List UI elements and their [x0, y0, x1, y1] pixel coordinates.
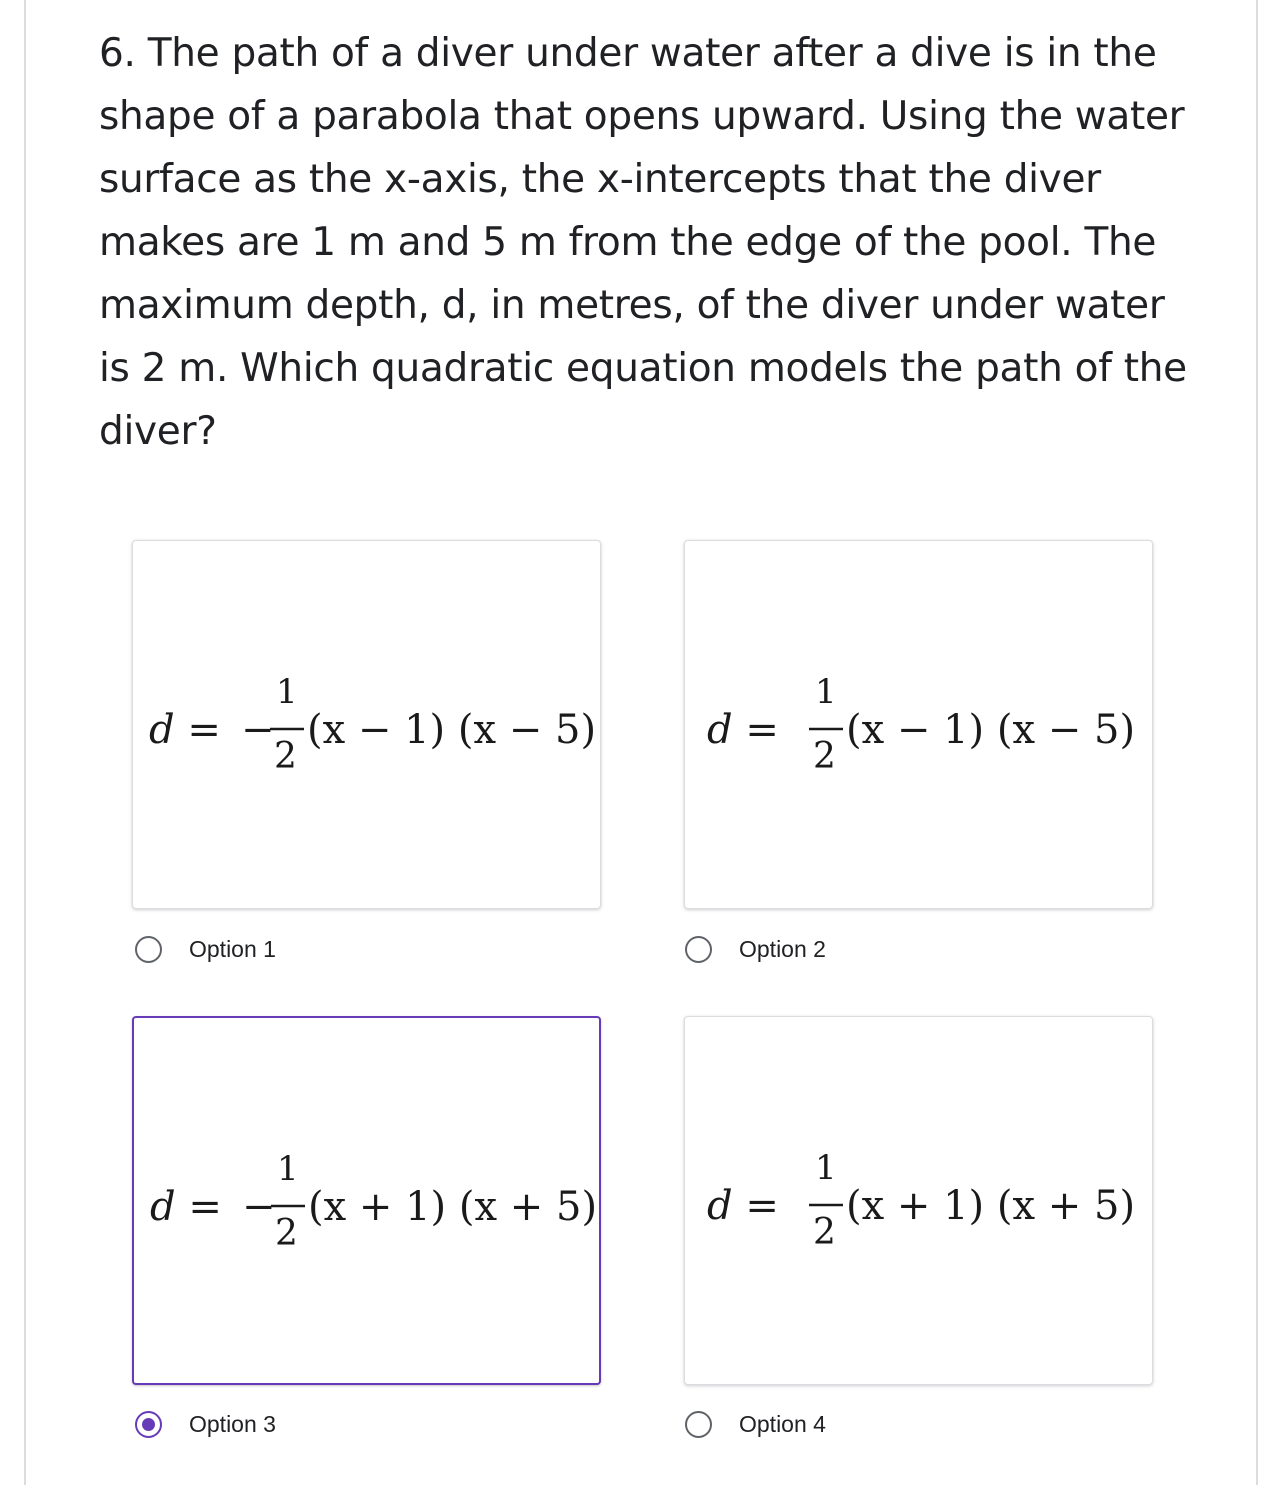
option-1-choice[interactable] [135, 929, 276, 969]
option-4-label: Option 4 [739, 1410, 826, 1437]
svg-text:−: − [242, 1184, 276, 1230]
option-3-image-card[interactable] [132, 1016, 601, 1385]
svg-text:d =: d = [707, 707, 779, 753]
svg-text:(x − 1) (x − 5): (x − 1) (x − 5) [307, 707, 597, 753]
option-2-label: Option 2 [739, 935, 826, 962]
option-1-radio[interactable] [135, 936, 162, 963]
svg-text:2: 2 [813, 736, 836, 777]
option-3-equation [134, 1018, 603, 1387]
option-2-choice[interactable] [685, 929, 826, 969]
option-2-image-card[interactable] [684, 540, 1153, 909]
option-3-choice[interactable] [135, 1404, 276, 1444]
option-3-label: Option 3 [189, 1410, 276, 1437]
svg-text:1: 1 [815, 1148, 837, 1188]
option-1-label: Option 1 [189, 935, 276, 962]
svg-text:d =: d = [149, 707, 221, 753]
svg-text:d =: d = [707, 1183, 779, 1229]
option-4-choice[interactable] [685, 1404, 826, 1444]
svg-text:d =: d = [150, 1184, 222, 1230]
option-3-radio[interactable] [135, 1411, 162, 1438]
svg-text:(x − 1) (x − 5): (x − 1) (x − 5) [846, 707, 1136, 753]
svg-text:(x + 1) (x + 5): (x + 1) (x + 5) [846, 1183, 1136, 1229]
option-4-equation [685, 1017, 1154, 1386]
svg-text:1: 1 [815, 672, 837, 712]
svg-text:2: 2 [275, 1213, 298, 1254]
option-1-equation [133, 541, 602, 910]
option-4-radio[interactable] [685, 1411, 712, 1438]
option-4-image-card[interactable] [684, 1016, 1153, 1385]
question-text: 6. The path of a diver under water after a dive is in the shape of a parabola that opens upward. Using the water surface as the x-axis, the x-intercepts that the diver makes are 1 m and 5 m from the edge of the pool. The maximum depth, d, in metres, of the diver under water is 2 m. Which quadratic equation models the path of the diver? [99, 31, 1187, 454]
option-1-image-card[interactable] [132, 540, 601, 909]
svg-text:1: 1 [277, 1149, 299, 1189]
svg-text:1: 1 [276, 672, 298, 712]
svg-text:(x + 1) (x + 5): (x + 1) (x + 5) [308, 1184, 598, 1230]
option-2-equation [685, 541, 1154, 910]
svg-text:2: 2 [274, 736, 297, 777]
option-2-radio[interactable] [685, 936, 712, 963]
svg-text:−: − [241, 707, 275, 753]
svg-text:2: 2 [813, 1212, 836, 1253]
